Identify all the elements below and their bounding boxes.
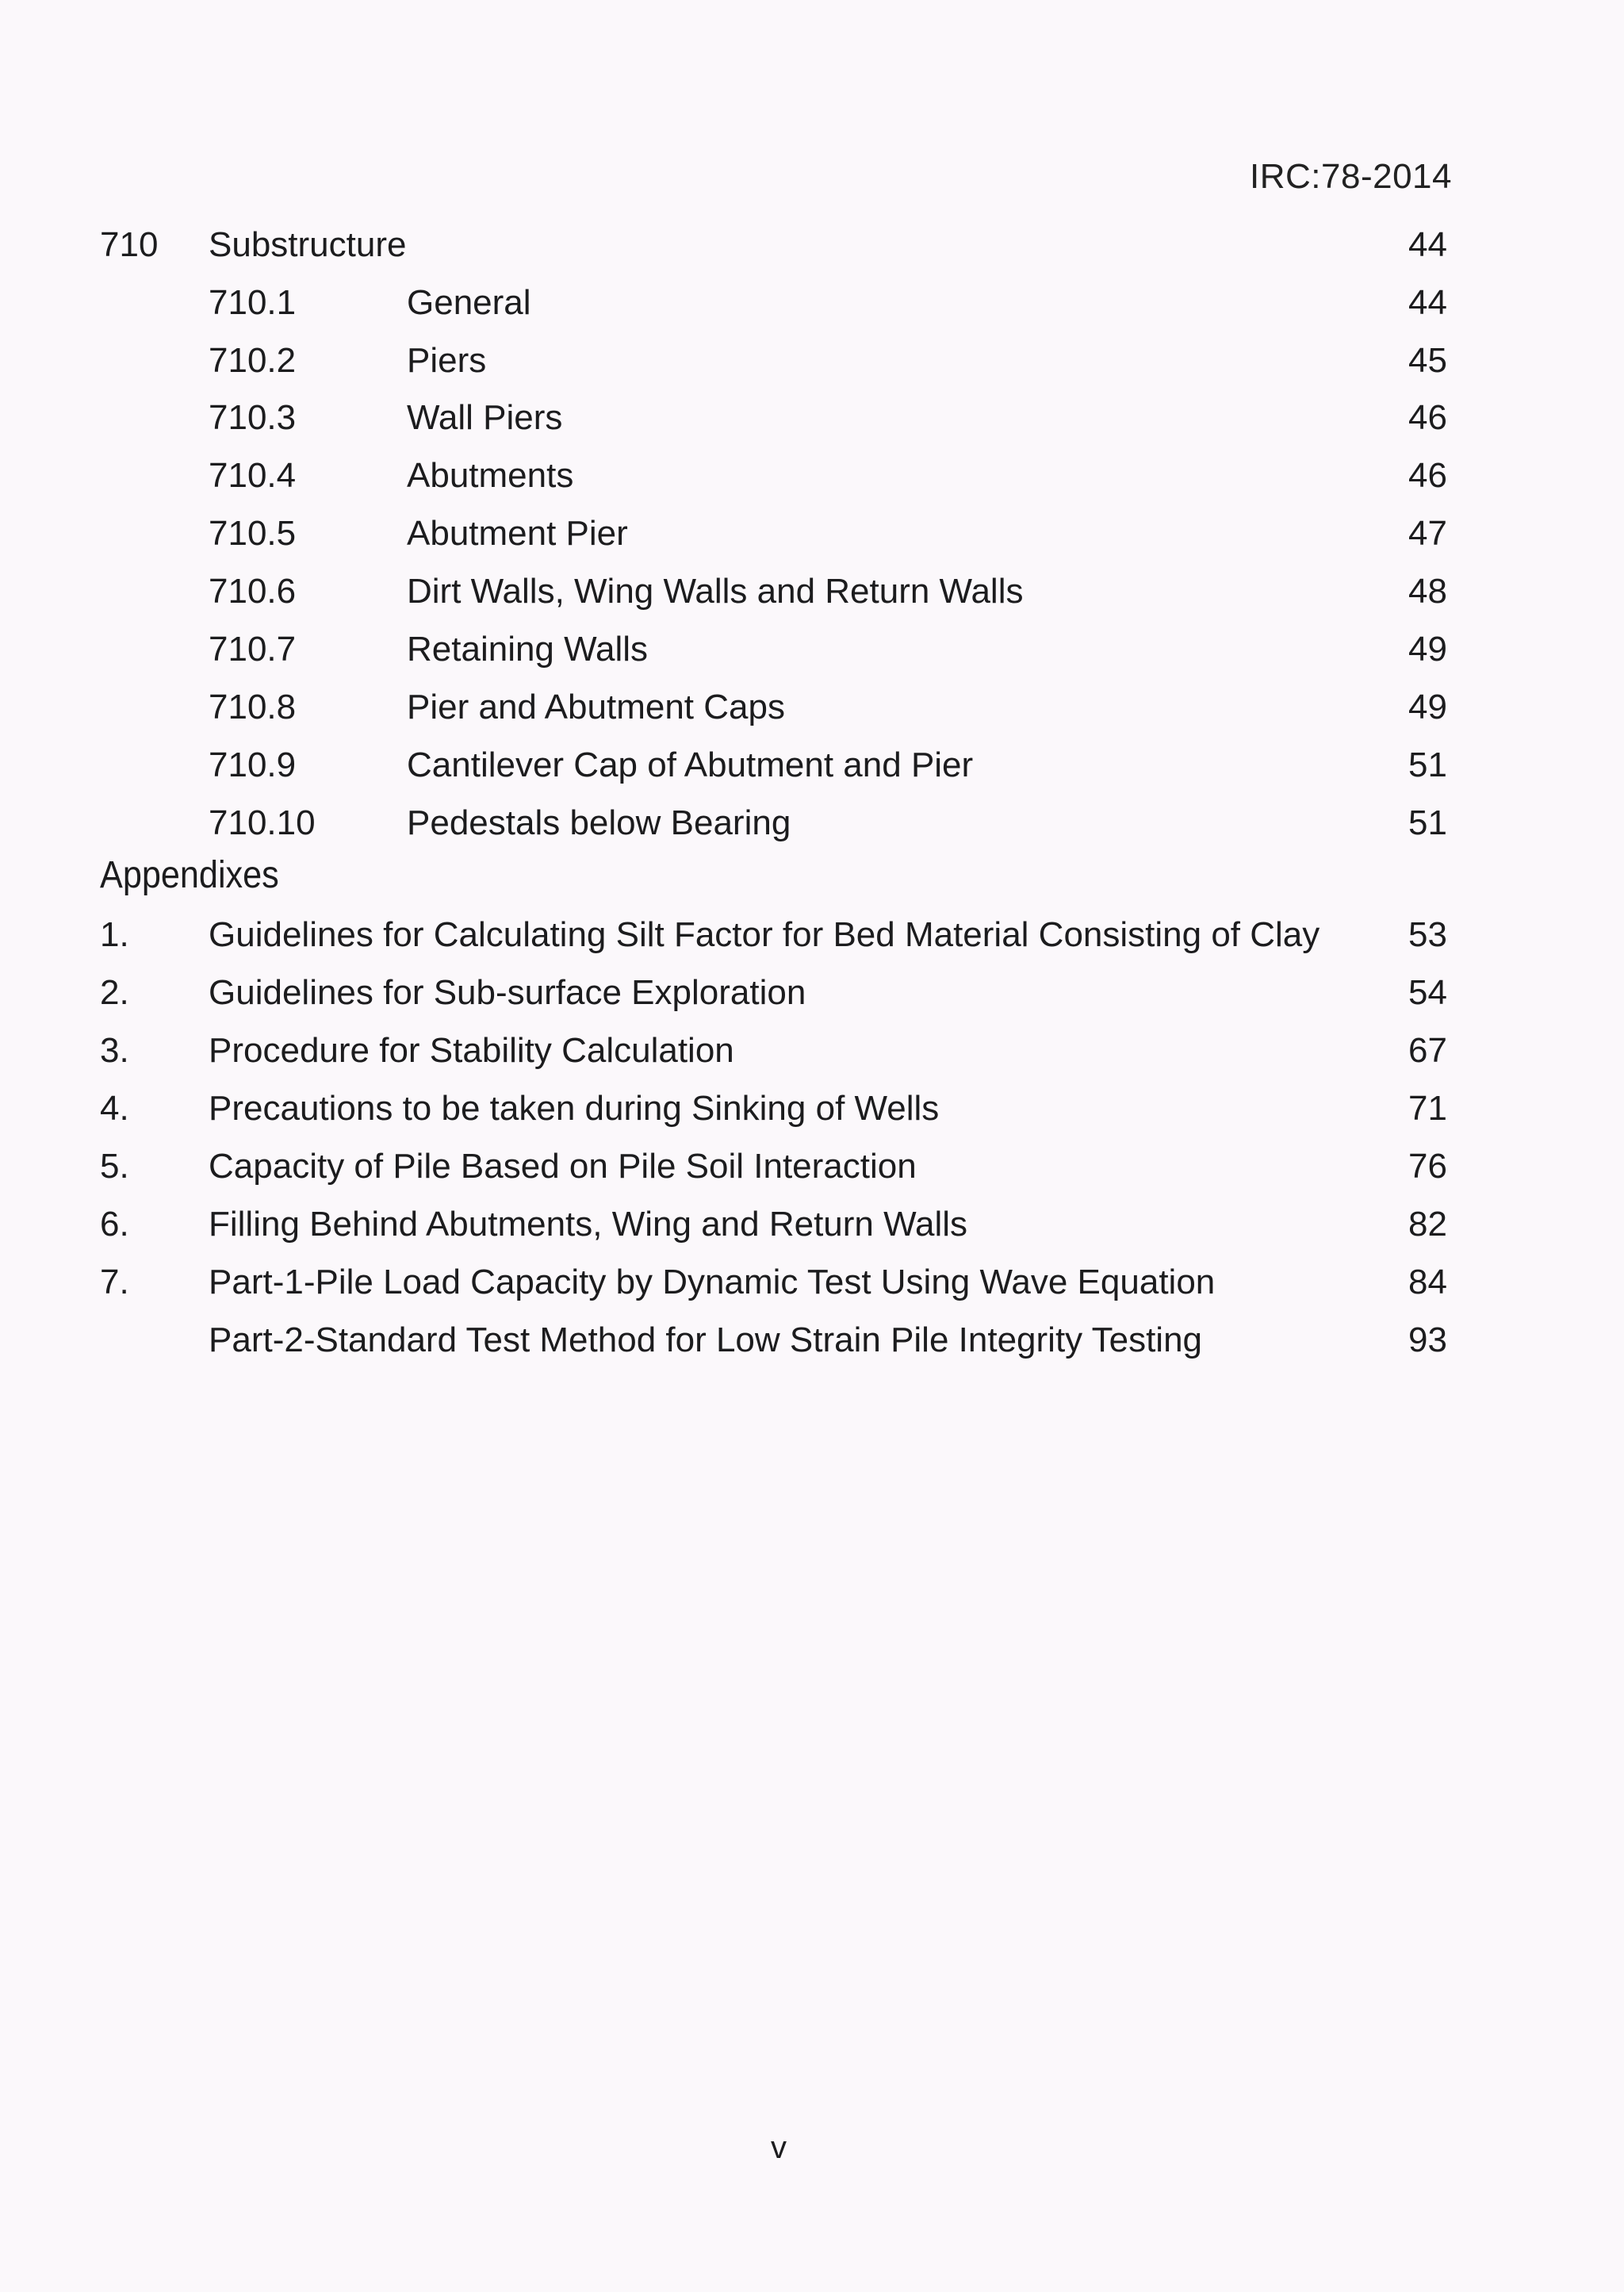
- toc-subsection-row: [0, 801, 1624, 845]
- subsection-page: 46: [1408, 398, 1447, 437]
- subsection-page: 44: [1408, 283, 1447, 322]
- appendix-page: 54: [1408, 973, 1447, 1012]
- subsection-title: Pier and Abutment Caps: [407, 688, 785, 726]
- subsection-page: 48: [1408, 572, 1447, 611]
- toc-section-row: [0, 223, 1624, 267]
- subsection-number: 710.10: [209, 803, 316, 842]
- toc-appendix-row: [0, 1202, 1624, 1247]
- page-number: v: [771, 2130, 787, 2165]
- subsection-title: Cantilever Cap of Abutment and Pier: [407, 745, 974, 784]
- appendix-number: 1.: [100, 915, 129, 954]
- subsection-page: 49: [1408, 630, 1447, 669]
- subsection-title: Abutment Pier: [407, 514, 628, 553]
- toc-subsection-row: [0, 685, 1624, 730]
- toc-subsection-row: [0, 396, 1624, 440]
- appendix-title: Procedure for Stability Calculation: [209, 1031, 734, 1070]
- subsection-page: 46: [1408, 456, 1447, 495]
- toc-subsection-row: [0, 569, 1624, 614]
- appendix-page: 82: [1408, 1205, 1447, 1244]
- subsection-number: 710.7: [209, 630, 297, 669]
- subsection-title: Pedestals below Bearing: [407, 803, 791, 842]
- appendix-number: 2.: [100, 973, 129, 1012]
- toc-subsection-row: [0, 281, 1624, 325]
- toc-subsection-row: [0, 454, 1624, 498]
- appendix-page: 71: [1408, 1089, 1447, 1128]
- subsection-number: 710.8: [209, 688, 297, 726]
- appendix-title: Part-2-Standard Test Method for Low Strain Pile Integrity Testing: [209, 1320, 1203, 1359]
- subsection-page: 49: [1408, 688, 1447, 726]
- document-code: IRC:78-2014: [1250, 157, 1452, 196]
- toc-appendix-row: [0, 971, 1624, 1015]
- toc-appendix-row: [0, 913, 1624, 957]
- appendix-title: Filling Behind Abutments, Wing and Return Walls: [209, 1205, 968, 1244]
- subsection-number: 710.6: [209, 572, 297, 611]
- section-number: 710: [100, 225, 159, 264]
- subsection-page: 51: [1408, 745, 1447, 784]
- subsection-title: Retaining Walls: [407, 630, 649, 669]
- appendix-page: 53: [1408, 915, 1447, 954]
- appendix-number: 6.: [100, 1205, 129, 1244]
- subsection-title: Piers: [407, 341, 487, 380]
- subsection-page: 51: [1408, 803, 1447, 842]
- toc-appendix-row: [0, 1087, 1624, 1131]
- appendix-number: 3.: [100, 1031, 129, 1070]
- appendix-page: 84: [1408, 1263, 1447, 1301]
- appendix-number: 4.: [100, 1089, 129, 1128]
- appendix-title: Guidelines for Calculating Silt Factor for Bed Material Consisting of Clay: [209, 915, 1320, 954]
- subsection-number: 710.9: [209, 745, 297, 784]
- toc-subsection-row: [0, 743, 1624, 788]
- appendix-title: Capacity of Pile Based on Pile Soil Interaction: [209, 1147, 917, 1186]
- appendix-title: Precautions to be taken during Sinking of Wells: [209, 1089, 940, 1128]
- appendix-page: 93: [1408, 1320, 1447, 1359]
- toc-subsection-row: [0, 339, 1624, 383]
- appendix-number: 5.: [100, 1147, 129, 1186]
- toc-subsection-row: [0, 512, 1624, 556]
- subsection-number: 710.1: [209, 283, 297, 322]
- subsection-page: 47: [1408, 514, 1447, 553]
- appendix-page: 67: [1408, 1031, 1447, 1070]
- subsection-number: 710.4: [209, 456, 297, 495]
- subsection-number: 710.2: [209, 341, 297, 380]
- toc-subsection-row: [0, 627, 1624, 672]
- toc-appendix-row: [0, 1029, 1624, 1073]
- subsection-title: General: [407, 283, 531, 322]
- subsection-title: Dirt Walls, Wing Walls and Return Walls: [407, 572, 1024, 611]
- toc-appendix-row: [0, 1144, 1624, 1189]
- subsection-number: 710.5: [209, 514, 297, 553]
- section-title: Substructure: [209, 225, 407, 264]
- appendixes-heading: Appendixes: [100, 854, 279, 896]
- appendix-number: 7.: [100, 1263, 129, 1301]
- subsection-title: Abutments: [407, 456, 574, 495]
- appendix-title: Guidelines for Sub-surface Exploration: [209, 973, 806, 1012]
- appendix-title: Part-1-Pile Load Capacity by Dynamic Test Using Wave Equation: [209, 1263, 1216, 1301]
- subsection-page: 45: [1408, 341, 1447, 380]
- appendix-page: 76: [1408, 1147, 1447, 1186]
- subsection-number: 710.3: [209, 398, 297, 437]
- subsection-title: Wall Piers: [407, 398, 563, 437]
- section-page: 44: [1408, 225, 1447, 264]
- toc-appendix-row: [0, 1318, 1624, 1363]
- toc-appendix-row: [0, 1260, 1624, 1305]
